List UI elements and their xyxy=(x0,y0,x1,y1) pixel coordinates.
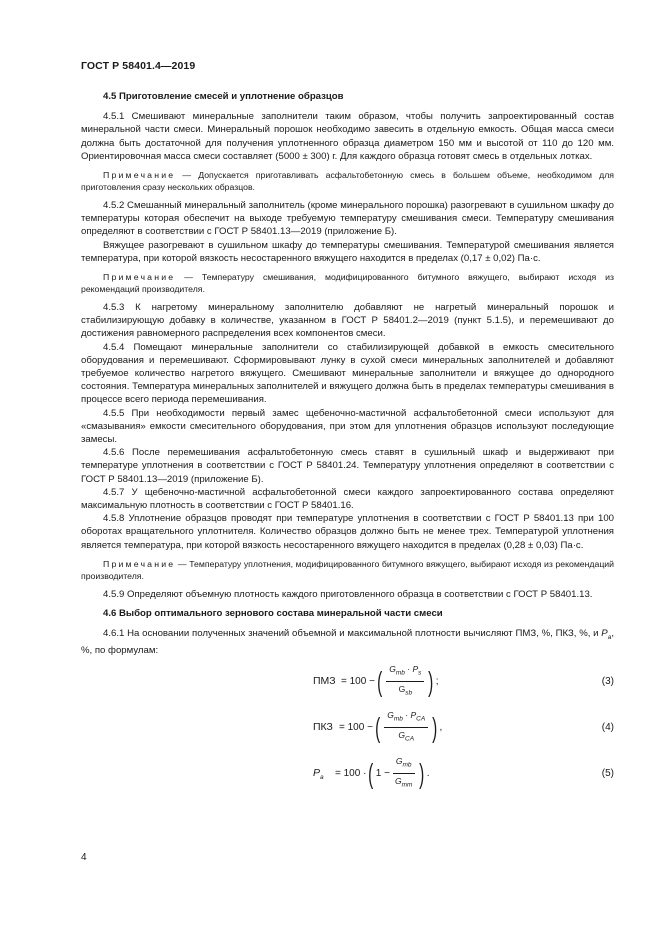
section-heading-4-5: 4.5 Приготовление смесей и уплотнение образцов xyxy=(103,91,344,102)
note-text: — Температуру уплотнения, модифицированного битумного вяжущего, выбирают исходя из рекомендаций производителя. xyxy=(81,558,614,581)
formula-number: (5) xyxy=(601,767,614,779)
formula-4 xyxy=(81,708,614,750)
note-text: — Температуру смешивания, модифицированного битумного вяжущего, выбирают исходя из рекомендаций производителя. xyxy=(81,272,614,295)
formula-expression: = 100 − ( $\frac{G_{mb} \cdot P_{CA}}{G_{CA}}$ ) , xyxy=(339,708,442,748)
fraction xyxy=(384,709,428,746)
paragraph-binder-heating: Вяжущее разогревают в сушильном шкафу до температуры смешивания. Температурой смешивания является температура, при которой вязкость несостаренного вяжущего находится в пределах (0,17 ± 0,02) Па·с. xyxy=(81,239,614,264)
paragraph-4-6-1: 4.6.1 На основании полученных значений объемной и максимальной плотности вычисляют ПМЗ, %, ПКЗ, %, и $P_a$, %, по формулам: xyxy=(81,628,614,657)
left-paren: ( xyxy=(377,665,383,697)
note-label: Примечание xyxy=(103,558,176,569)
paragraph-4-5-4: 4.5.4 Помещают минеральные заполнители со стабилизирующей добавкой в емкость смесительного оборудования и перемешивают. Сформировывают лунку в сухой смеси минеральных заполнителей и добавляют требуемое количество нагретого вяжущего. Смешивают минеральные заполнители и вяжущее до однородного состояния. Температура минеральных заполнителей и вяжущего должна быть в пределах температуры смешивания в процессе всего периода перемешивания. xyxy=(81,341,614,406)
document-code-header: ГОСТ Р 58401.4—2019 xyxy=(81,60,196,72)
denominator: $G_{sb}$ xyxy=(398,684,413,697)
left-paren: ( xyxy=(375,711,381,743)
right-paren: ) xyxy=(432,711,438,743)
paragraph-4-5-8: 4.5.8 Уплотнение образцов проводят при температуре уплотнения в соответствии с ГОСТ Р 58401.13 при 100 оборотах вращательного уплотнителя. Количество образцов должно быть не менее трех. Температурой уплотнения является температура, при которой вязкость несостаренного вяжущего находится в пределах (0,28 ± 0,03) Па·с. xyxy=(81,513,614,551)
right-paren: ) xyxy=(428,665,434,697)
denominator: $G_{CA}$ xyxy=(398,730,415,743)
document-body xyxy=(81,90,614,796)
paragraph-4-5-9: 4.5.9 Определяют объемную плотность каждого приготовленного образца в соответствии с ГОСТ Р 58401.13. xyxy=(103,588,593,600)
paragraph-4-5-1: 4.5.1 Смешивают минеральные заполнители таким образом, чтобы получить запроектированный состав минеральной части смеси. Минеральный порошок необходимо завесить в отдельную емкость. Общая масса смеси должна быть достаточной для получения уплотненного образца диаметром 150 мм и высотой от 110 до 120 мм. Ориентировочная масса смеси составляет (5000 ± 300) г. Для каждого образца готовят смесь в отдельных лотках. xyxy=(81,111,614,162)
paragraph-4-5-6: 4.5.6 После перемешивания асфальтобетонную смесь ставят в сушильный шкаф и выдерживают при температуре уплотнения в соответствии с ГОСТ Р 58401.24. Температуру уплотнения определяют в соответствии с ГОСТ Р 58401.13—2019 (приложение Б). xyxy=(81,447,614,485)
section-heading-4-6: 4.6 Выбор оптимального зернового состава минеральной части смеси xyxy=(103,608,443,620)
formula-expression: = 100 · ( 1 − $\frac{G_{mb}}{G_{mm}}$ ) . xyxy=(335,754,430,794)
formula-5 xyxy=(81,754,614,796)
formula-number: (3) xyxy=(601,675,614,687)
paragraph-4-5-7: 4.5.7 У щебеночно-мастичной асфальтобетонной смеси каждого запроектированного состава определяют максимальную плотность в соответствии с ГОСТ Р 58401.16. xyxy=(81,486,614,512)
formula-lhs: $P_a$ xyxy=(313,766,324,781)
formula-3 xyxy=(81,662,614,704)
paragraph-4-5-5: 4.5.5 При необходимости первый замес щебеночно-мастичной асфальтобетонной смеси используют для «смазывания» емкости смесительного оборудования, при этом для уплотнения образцов используют последующие замесы. xyxy=(81,407,614,446)
page-number: 4 xyxy=(81,852,87,863)
formula-expression: = 100 − ( $\frac{G_{mb} \cdot P_s}{G_{sb}}$ ) ; xyxy=(341,662,439,702)
note-label: Примечание xyxy=(103,170,176,181)
formula-lhs: ПКЗ xyxy=(313,720,333,733)
numerator: $G_{mb} \cdot P_s$ xyxy=(386,663,424,682)
paragraph-4-5-2: 4.5.2 Смешанный минеральный заполнитель (кроме минерального порошка) разогревают в сушильном шкафу до температуры которая обеспечит на выходе требуемую температуру смешивания смеси. Температуру смешивания определяют в соответствии с ГОСТ Р 58401.13—2019 (приложение Б). xyxy=(81,200,614,238)
denominator: $G_{mm}$ xyxy=(394,776,413,789)
paragraph-4-5-3: 4.5.3 К нагретому минеральному заполнителю добавляют не нагретый минеральный порошок и стабилизирующую добавку в количестве, указанном в ГОСТ Р 58401.2—2019 (пункт 5.1.5), и перемешивают до достижения равномерного распределения всех компонентов смеси. xyxy=(81,302,614,340)
fraction xyxy=(386,663,424,700)
note-1 xyxy=(81,169,614,193)
numerator: $G_{mb} \cdot P_{CA}$ xyxy=(384,709,428,728)
numerator: $G_{mb}$ xyxy=(393,755,415,774)
var-p: P xyxy=(601,628,608,640)
note-2 xyxy=(81,271,614,295)
formula-lhs: ПМЗ xyxy=(313,674,336,687)
left-paren: ( xyxy=(368,757,374,789)
note-text: — Допускается приготавливать асфальтобетонную смесь в большем объеме, необходимом для приготовления сразу нескольких образцов. xyxy=(81,170,614,193)
note-3 xyxy=(81,558,614,582)
fraction xyxy=(392,755,415,792)
note-label: Примечание xyxy=(103,272,176,283)
formula-number: (4) xyxy=(601,721,614,733)
right-paren: ) xyxy=(419,757,425,789)
